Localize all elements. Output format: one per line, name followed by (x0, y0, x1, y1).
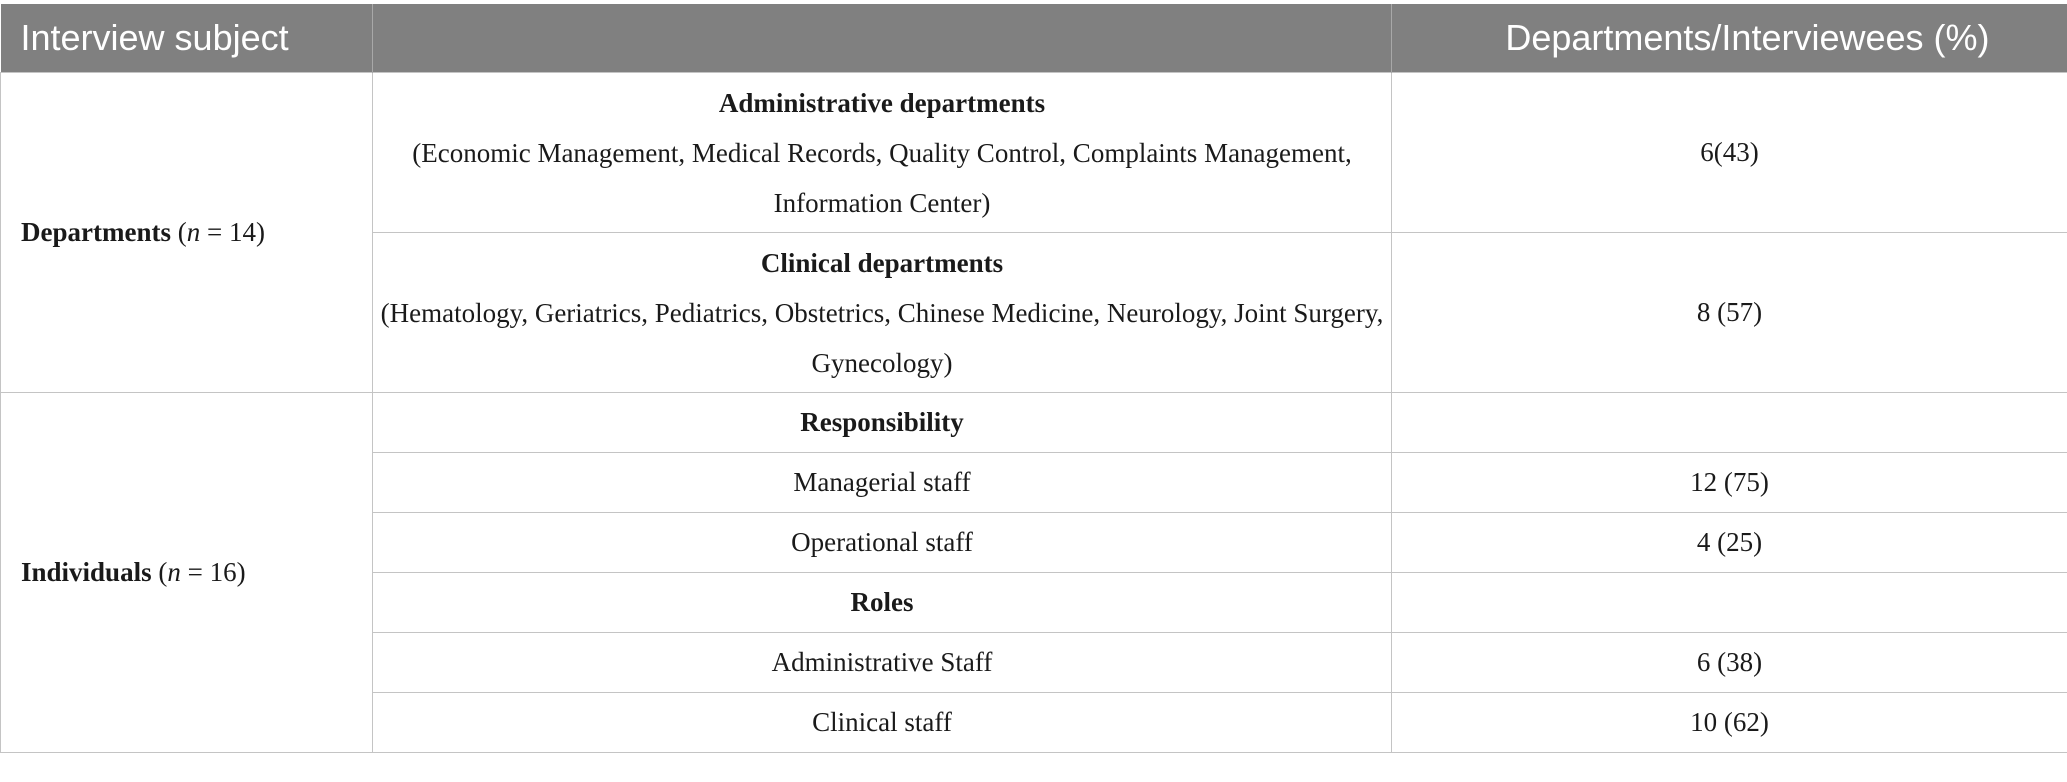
table-row (1, 73, 2067, 233)
administrative-staff-value: 6 (38) (1392, 633, 2067, 693)
individuals-group-label: Individuals (n = 16) (1, 393, 373, 753)
table-row (1, 393, 2067, 453)
operational-staff-label: Operational staff (373, 513, 1392, 573)
managerial-staff-value: 12 (75) (1392, 453, 2067, 513)
administrative-staff-label: Administrative Staff (373, 633, 1392, 693)
clinical-departments-cell (373, 233, 1392, 393)
individuals-label: Individuals (21, 557, 152, 587)
departments-count: = 14) (200, 217, 265, 247)
clinical-departments-title: Clinical departments (760, 247, 1004, 278)
header-departments-interviewees: Departments/Interviewees (%) (1392, 4, 2067, 73)
empty-cell (1392, 573, 2067, 633)
interview-subject-table (0, 4, 2067, 753)
clinical-staff-value: 10 (62) (1392, 693, 2067, 753)
table-header-row (1, 4, 2067, 73)
managerial-staff-label: Managerial staff (373, 453, 1392, 513)
departments-label: Departments (21, 217, 171, 247)
operational-staff-value: 4 (25) (1392, 513, 2067, 573)
individuals-count: = 16) (180, 557, 246, 587)
roles-title: Roles (373, 573, 1392, 633)
empty-cell (1392, 393, 2067, 453)
admin-departments-cell (373, 73, 1392, 233)
admin-departments-value: 6(43) (1392, 73, 2067, 233)
responsibility-title: Responsibility (373, 393, 1392, 453)
clinical-staff-label: Clinical staff (373, 693, 1392, 753)
header-blank (373, 4, 1392, 73)
clinical-departments-detail: (Hematology, Geriatrics, Pediatrics, Obstetrics, Chinese Medicine, Neurology, Joint Surgery, Gynecology) (380, 297, 1384, 378)
admin-departments-detail: (Economic Management, Medical Records, Quality Control, Complaints Management, Information Center) (412, 137, 1352, 218)
clinical-departments-value: 8 (57) (1392, 233, 2067, 393)
admin-departments-title: Administrative departments (718, 87, 1046, 118)
departments-group-label: Departments (n = 14) (1, 73, 373, 393)
header-interview-subject: Interview subject (1, 4, 373, 73)
